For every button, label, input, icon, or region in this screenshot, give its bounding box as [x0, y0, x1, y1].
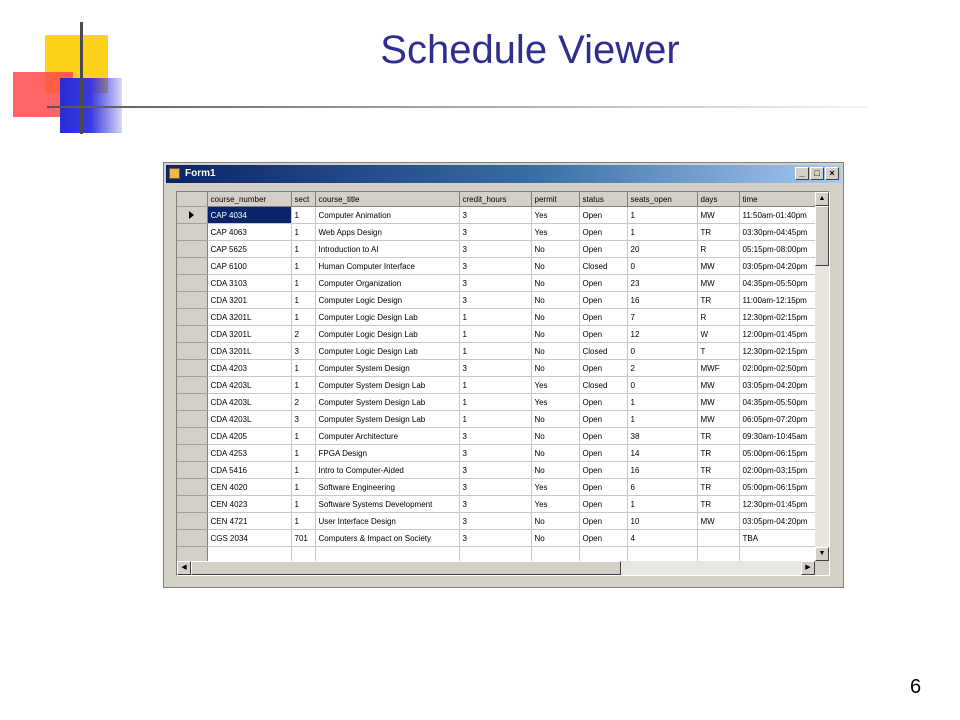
slide-number: 6 — [910, 676, 922, 698]
cell-seats-open[interactable]: 16 — [627, 292, 697, 309]
cell-course-title[interactable]: Introduction to AI — [315, 241, 459, 258]
cell-seats-open[interactable]: 0 — [627, 377, 697, 394]
row-selector[interactable] — [177, 292, 207, 309]
cell-sect[interactable]: 3 — [291, 343, 315, 360]
cell-status[interactable]: Open — [579, 292, 627, 309]
cell-seats-open[interactable]: 38 — [627, 428, 697, 445]
cell-course-title[interactable]: Human Computer Interface — [315, 258, 459, 275]
cell-credit-hours[interactable]: 3 — [459, 224, 531, 241]
cell-course-number[interactable]: CAP 6100 — [207, 258, 291, 275]
cell-course-title[interactable]: Computer Architecture — [315, 428, 459, 445]
cell-sect[interactable]: 2 — [291, 394, 315, 411]
cell-course-number[interactable]: CDA 3201L — [207, 343, 291, 360]
window-titlebar[interactable] — [166, 165, 841, 183]
cell-course-number[interactable]: CDA 3103 — [207, 275, 291, 292]
cell-credit-hours[interactable]: 1 — [459, 343, 531, 360]
cell-sect[interactable]: 1 — [291, 292, 315, 309]
cell-status[interactable]: Open — [579, 530, 627, 547]
cell-sect[interactable]: 1 — [291, 258, 315, 275]
cell-course-title[interactable]: Computer Logic Design Lab — [315, 343, 459, 360]
cell-course-number[interactable]: CDA 3201 — [207, 292, 291, 309]
cell-credit-hours[interactable]: 1 — [459, 309, 531, 326]
form-window — [163, 162, 844, 588]
cell-course-number[interactable]: CDA 4203L — [207, 394, 291, 411]
table-row[interactable] — [177, 411, 817, 428]
cell-seats-open[interactable]: 6 — [627, 479, 697, 496]
cell-time[interactable]: 09:30am-10:45am — [739, 428, 817, 445]
cell-permit[interactable]: Yes — [531, 496, 579, 513]
cell-status[interactable]: Open — [579, 241, 627, 258]
cell-course-number[interactable]: CAP 4063 — [207, 224, 291, 241]
table-row[interactable] — [177, 224, 817, 241]
decoration-vertical-line — [80, 22, 83, 134]
row-selector[interactable] — [177, 360, 207, 377]
cell-time[interactable]: 05:00pm-06:15pm — [739, 445, 817, 462]
cell-course-title[interactable]: Computer Animation — [315, 207, 459, 224]
cell-sect[interactable]: 1 — [291, 241, 315, 258]
cell-course-title[interactable]: User Interface Design — [315, 513, 459, 530]
cell-seats-open[interactable]: 1 — [627, 224, 697, 241]
cell-permit[interactable]: No — [531, 360, 579, 377]
cell-course-number[interactable]: CDA 5416 — [207, 462, 291, 479]
data-grid[interactable] — [176, 191, 830, 576]
cell-credit-hours[interactable]: 3 — [459, 207, 531, 224]
cell-days[interactable]: TR — [697, 428, 739, 445]
table-row[interactable] — [177, 513, 817, 530]
table-row[interactable] — [177, 309, 817, 326]
cell-seats-open[interactable]: 1 — [627, 496, 697, 513]
app-icon — [169, 168, 180, 179]
cell-permit[interactable]: No — [531, 462, 579, 479]
cell-seats-open[interactable]: 0 — [627, 258, 697, 275]
cell-time[interactable]: 02:00pm-03:15pm — [739, 462, 817, 479]
cell-seats-open[interactable]: 7 — [627, 309, 697, 326]
row-selector[interactable] — [177, 445, 207, 462]
cell-course-title[interactable]: Software Engineering — [315, 479, 459, 496]
cell-course-number[interactable]: CDA 4203L — [207, 377, 291, 394]
cell-status[interactable]: Open — [579, 360, 627, 377]
cell-days[interactable]: MWF — [697, 360, 739, 377]
cell-course-title[interactable]: Computer Organization — [315, 275, 459, 292]
schedule-table — [177, 192, 818, 564]
row-selector[interactable] — [177, 241, 207, 258]
column-header-sect[interactable]: sect — [291, 192, 315, 207]
window-title: Form1 — [185, 168, 216, 179]
cell-seats-open[interactable]: 1 — [627, 207, 697, 224]
cell-time[interactable]: 12:00pm-01:45pm — [739, 326, 817, 343]
table-row[interactable] — [177, 496, 817, 513]
table-row[interactable] — [177, 479, 817, 496]
table-row[interactable] — [177, 394, 817, 411]
close-button[interactable]: × — [825, 167, 839, 180]
cell-seats-open[interactable]: 23 — [627, 275, 697, 292]
cell-time[interactable]: 11:00am-12:15pm — [739, 292, 817, 309]
cell-status[interactable]: Open — [579, 479, 627, 496]
cell-days[interactable]: MW — [697, 207, 739, 224]
cell-sect[interactable]: 1 — [291, 360, 315, 377]
column-header-credit-hours[interactable]: credit_hours — [459, 192, 531, 207]
vertical-scroll-thumb[interactable] — [815, 206, 829, 266]
cell-permit[interactable]: No — [531, 275, 579, 292]
decoration-horizontal-line — [47, 106, 867, 108]
cell-permit[interactable]: No — [531, 258, 579, 275]
row-selector[interactable] — [177, 411, 207, 428]
column-header-days[interactable]: days — [697, 192, 739, 207]
cell-seats-open[interactable]: 1 — [627, 411, 697, 428]
maximize-button[interactable]: □ — [810, 167, 824, 180]
cell-permit[interactable]: Yes — [531, 224, 579, 241]
cell-course-number[interactable]: CAP 5625 — [207, 241, 291, 258]
cell-days[interactable]: TR — [697, 445, 739, 462]
cell-days[interactable]: MW — [697, 377, 739, 394]
cell-time[interactable]: 11:50am-01:40pm — [739, 207, 817, 224]
row-selector[interactable] — [177, 275, 207, 292]
cell-sect[interactable]: 3 — [291, 411, 315, 428]
cell-course-title[interactable]: Computer System Design — [315, 360, 459, 377]
cell-days[interactable]: MW — [697, 513, 739, 530]
row-header-corner[interactable] — [177, 192, 207, 207]
row-selector[interactable] — [177, 309, 207, 326]
cell-permit[interactable]: No — [531, 445, 579, 462]
cell-seats-open[interactable]: 16 — [627, 462, 697, 479]
cell-course-title[interactable]: FPGA Design — [315, 445, 459, 462]
column-header-seats-open[interactable]: seats_open — [627, 192, 697, 207]
column-header-course-title[interactable]: course_title — [315, 192, 459, 207]
cell-course-number[interactable]: CDA 4253 — [207, 445, 291, 462]
cell-days[interactable] — [697, 530, 739, 547]
cell-status[interactable]: Open — [579, 496, 627, 513]
cell-course-title[interactable]: Computer System Design Lab — [315, 394, 459, 411]
cell-status[interactable]: Open — [579, 275, 627, 292]
row-selector[interactable] — [177, 377, 207, 394]
cell-permit[interactable]: No — [531, 292, 579, 309]
cell-sect[interactable]: 1 — [291, 275, 315, 292]
cell-time[interactable]: 04:35pm-05:50pm — [739, 275, 817, 292]
cell-course-number[interactable]: CDA 3201L — [207, 309, 291, 326]
cell-time[interactable]: 05:00pm-06:15pm — [739, 479, 817, 496]
cell-sect[interactable]: 1 — [291, 377, 315, 394]
cell-course-title[interactable]: Software Systems Development — [315, 496, 459, 513]
table-row[interactable] — [177, 377, 817, 394]
cell-sect[interactable]: 1 — [291, 445, 315, 462]
cell-credit-hours[interactable]: 3 — [459, 258, 531, 275]
table-row[interactable] — [177, 241, 817, 258]
cell-permit[interactable]: No — [531, 411, 579, 428]
cell-permit[interactable]: No — [531, 513, 579, 530]
horizontal-scroll-thumb[interactable] — [191, 561, 621, 575]
cell-course-number[interactable]: CDA 4203L — [207, 411, 291, 428]
cell-permit[interactable]: No — [531, 326, 579, 343]
cell-days[interactable]: MW — [697, 275, 739, 292]
cell-time[interactable]: 03:05pm-04:20pm — [739, 258, 817, 275]
cell-credit-hours[interactable]: 1 — [459, 377, 531, 394]
cell-permit[interactable]: No — [531, 241, 579, 258]
table-row[interactable] — [177, 207, 817, 224]
cell-sect[interactable]: 1 — [291, 224, 315, 241]
table-row[interactable] — [177, 326, 817, 343]
cell-status[interactable]: Closed — [579, 258, 627, 275]
cell-course-title[interactable]: Computer Logic Design Lab — [315, 309, 459, 326]
cell-time[interactable]: 04:35pm-05:50pm — [739, 394, 817, 411]
cell-days[interactable]: MW — [697, 411, 739, 428]
cell-credit-hours[interactable]: 3 — [459, 241, 531, 258]
cell-seats-open[interactable]: 20 — [627, 241, 697, 258]
column-header-status[interactable]: status — [579, 192, 627, 207]
cell-time[interactable]: 03:05pm-04:20pm — [739, 377, 817, 394]
cell-seats-open[interactable]: 1 — [627, 394, 697, 411]
cell-sect[interactable]: 1 — [291, 513, 315, 530]
cell-time[interactable]: 03:05pm-04:20pm — [739, 513, 817, 530]
table-row[interactable] — [177, 360, 817, 377]
cell-seats-open[interactable]: 12 — [627, 326, 697, 343]
cell-time[interactable]: 06:05pm-07:20pm — [739, 411, 817, 428]
row-selector[interactable] — [177, 462, 207, 479]
cell-credit-hours[interactable]: 3 — [459, 428, 531, 445]
cell-permit[interactable]: No — [531, 309, 579, 326]
cell-permit[interactable]: No — [531, 530, 579, 547]
cell-days[interactable]: TR — [697, 479, 739, 496]
cell-sect[interactable]: 1 — [291, 479, 315, 496]
cell-credit-hours[interactable]: 3 — [459, 530, 531, 547]
scroll-down-icon[interactable]: ▼ — [815, 547, 829, 561]
cell-credit-hours[interactable]: 3 — [459, 292, 531, 309]
cell-sect[interactable]: 1 — [291, 428, 315, 445]
cell-permit[interactable]: No — [531, 343, 579, 360]
cell-permit[interactable]: Yes — [531, 394, 579, 411]
cell-course-number[interactable]: CAP 4034 — [207, 207, 291, 224]
cell-days[interactable]: R — [697, 309, 739, 326]
table-row[interactable] — [177, 462, 817, 479]
cell-sect[interactable]: 701 — [291, 530, 315, 547]
column-header-permit[interactable]: permit — [531, 192, 579, 207]
cell-sect[interactable]: 1 — [291, 309, 315, 326]
cell-time[interactable]: 12:30pm-01:45pm — [739, 496, 817, 513]
cell-time[interactable]: 12:30pm-02:15pm — [739, 309, 817, 326]
cell-course-title[interactable]: Computer Logic Design — [315, 292, 459, 309]
cell-days[interactable]: TR — [697, 496, 739, 513]
cell-status[interactable]: Closed — [579, 377, 627, 394]
cell-sect[interactable]: 2 — [291, 326, 315, 343]
row-selector[interactable] — [177, 394, 207, 411]
cell-seats-open[interactable]: 10 — [627, 513, 697, 530]
table-row[interactable] — [177, 530, 817, 547]
cell-days[interactable]: MW — [697, 394, 739, 411]
row-selector[interactable] — [177, 496, 207, 513]
cell-course-number[interactable]: CEN 4023 — [207, 496, 291, 513]
cell-course-title[interactable]: Computer System Design Lab — [315, 411, 459, 428]
cell-sect[interactable]: 1 — [291, 207, 315, 224]
slide-title: Schedule Viewer — [380, 28, 680, 72]
cell-seats-open[interactable]: 2 — [627, 360, 697, 377]
vertical-scrollbar[interactable] — [815, 192, 829, 561]
table-row[interactable] — [177, 343, 817, 360]
cell-seats-open[interactable]: 0 — [627, 343, 697, 360]
cell-credit-hours[interactable]: 1 — [459, 326, 531, 343]
cell-status[interactable]: Open — [579, 462, 627, 479]
cell-credit-hours[interactable]: 3 — [459, 360, 531, 377]
table-row[interactable] — [177, 445, 817, 462]
column-header-time[interactable]: time — [739, 192, 817, 207]
cell-permit[interactable]: Yes — [531, 377, 579, 394]
cell-credit-hours[interactable]: 1 — [459, 394, 531, 411]
cell-status[interactable]: Open — [579, 445, 627, 462]
cell-days[interactable]: TR — [697, 292, 739, 309]
cell-seats-open[interactable]: 14 — [627, 445, 697, 462]
row-selector[interactable] — [177, 479, 207, 496]
cell-status[interactable]: Closed — [579, 343, 627, 360]
cell-credit-hours[interactable]: 3 — [459, 275, 531, 292]
cell-course-title[interactable]: Intro to Computer-Aided — [315, 462, 459, 479]
cell-course-title[interactable]: Computers & Impact on Society — [315, 530, 459, 547]
cell-seats-open[interactable]: 4 — [627, 530, 697, 547]
cell-time[interactable]: 03:30pm-04:45pm — [739, 224, 817, 241]
cell-credit-hours[interactable]: 3 — [459, 462, 531, 479]
table-row[interactable] — [177, 258, 817, 275]
cell-days[interactable]: MW — [697, 258, 739, 275]
cell-days[interactable]: T — [697, 343, 739, 360]
row-selector[interactable] — [177, 343, 207, 360]
cell-course-number[interactable]: CGS 2034 — [207, 530, 291, 547]
cell-course-number[interactable]: CDA 3201L — [207, 326, 291, 343]
minimize-button[interactable]: _ — [795, 167, 809, 180]
row-selector[interactable] — [177, 207, 207, 224]
cell-permit[interactable]: No — [531, 428, 579, 445]
table-row[interactable] — [177, 275, 817, 292]
cell-course-number[interactable]: CDA 4203 — [207, 360, 291, 377]
row-selector[interactable] — [177, 326, 207, 343]
cell-course-title[interactable]: Computer System Design Lab — [315, 377, 459, 394]
cell-course-number[interactable]: CEN 4721 — [207, 513, 291, 530]
scroll-left-icon[interactable]: ◀ — [177, 561, 191, 575]
cell-course-title[interactable]: Web Apps Design — [315, 224, 459, 241]
cell-time[interactable]: 02:00pm-02:50pm — [739, 360, 817, 377]
scroll-right-icon[interactable]: ▶ — [801, 561, 815, 575]
cell-days[interactable]: W — [697, 326, 739, 343]
current-row-arrow-icon — [189, 211, 194, 219]
cell-credit-hours[interactable]: 3 — [459, 496, 531, 513]
cell-sect[interactable]: 1 — [291, 496, 315, 513]
cell-time[interactable]: TBA — [739, 530, 817, 547]
cell-course-title[interactable]: Computer Logic Design Lab — [315, 326, 459, 343]
cell-days[interactable]: R — [697, 241, 739, 258]
cell-credit-hours[interactable]: 3 — [459, 479, 531, 496]
cell-status[interactable]: Open — [579, 207, 627, 224]
row-selector[interactable] — [177, 530, 207, 547]
cell-time[interactable]: 05:15pm-08:00pm — [739, 241, 817, 258]
cell-permit[interactable]: Yes — [531, 479, 579, 496]
cell-days[interactable]: TR — [697, 224, 739, 241]
table-row[interactable] — [177, 428, 817, 445]
cell-time[interactable]: 12:30pm-02:15pm — [739, 343, 817, 360]
row-selector[interactable] — [177, 428, 207, 445]
column-header-course-number[interactable]: course_number — [207, 192, 291, 207]
cell-status[interactable]: Open — [579, 309, 627, 326]
cell-course-number[interactable]: CEN 4020 — [207, 479, 291, 496]
row-selector[interactable] — [177, 258, 207, 275]
cell-status[interactable]: Open — [579, 224, 627, 241]
cell-course-number[interactable]: CDA 4205 — [207, 428, 291, 445]
cell-status[interactable]: Open — [579, 428, 627, 445]
cell-sect[interactable]: 1 — [291, 462, 315, 479]
cell-status[interactable]: Open — [579, 394, 627, 411]
cell-status[interactable]: Open — [579, 326, 627, 343]
cell-status[interactable]: Open — [579, 411, 627, 428]
scroll-up-icon[interactable]: ▲ — [815, 192, 829, 206]
horizontal-scrollbar[interactable] — [177, 561, 815, 575]
row-selector[interactable] — [177, 224, 207, 241]
cell-credit-hours[interactable]: 3 — [459, 513, 531, 530]
row-selector[interactable] — [177, 513, 207, 530]
scrollbar-corner — [815, 561, 829, 575]
cell-permit[interactable]: Yes — [531, 207, 579, 224]
cell-credit-hours[interactable]: 3 — [459, 445, 531, 462]
cell-credit-hours[interactable]: 1 — [459, 411, 531, 428]
table-row[interactable] — [177, 292, 817, 309]
cell-days[interactable]: TR — [697, 462, 739, 479]
cell-status[interactable]: Open — [579, 513, 627, 530]
